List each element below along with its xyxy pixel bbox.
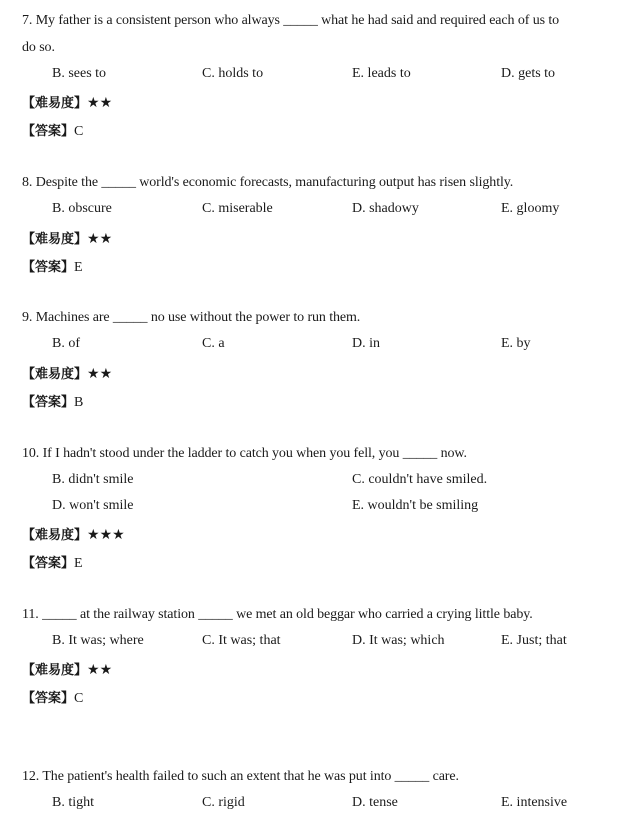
question-10-option-2: C. couldn't have smiled. (352, 472, 488, 487)
question-8-option-3: D. shadowy (352, 201, 419, 216)
question-10-stem: 10. If I hadn't stood under the ladder to catch you when you fell, you _____ now. (22, 446, 467, 461)
question-11-option-1: B. It was; where (52, 633, 144, 648)
answer-label: 【答案】 (22, 395, 75, 410)
question-9-option-4: E. by (501, 336, 531, 351)
question-10-option-1: B. didn't smile (52, 472, 134, 487)
answer-value: C (74, 124, 84, 139)
question-12-stem: 12. The patient's health failed to such an extent that he was put into _____ care. (22, 769, 459, 784)
question-7-difficulty (22, 92, 112, 112)
question-12-option-4: E. intensive (501, 795, 568, 810)
question-7-answer (22, 120, 83, 140)
question-10-option-4: E. wouldn't be smiling (352, 498, 479, 513)
question-10-answer (22, 552, 83, 572)
question-11-option-3: D. It was; which (352, 633, 445, 648)
question-7-stem-continued: do so. (22, 40, 55, 55)
answer-value: E (74, 556, 83, 571)
question-8-stem: 8. Despite the _____ world's economic forecasts, manufacturing output has risen slightly. (22, 175, 514, 190)
question-11-option-4: E. Just; that (501, 633, 567, 648)
question-12-option-3: D. tense (352, 795, 398, 810)
difficulty-stars: ★★ (87, 662, 113, 678)
answer-label: 【答案】 (22, 691, 75, 706)
answer-label: 【答案】 (22, 260, 75, 275)
question-9-stem: 9. Machines are _____ no use without the power to run them. (22, 310, 361, 325)
answer-label: 【答案】 (22, 556, 75, 571)
question-9-option-3: D. in (352, 336, 380, 351)
question-11-answer (22, 687, 83, 707)
difficulty-stars: ★★ (87, 95, 113, 111)
question-10-difficulty (22, 524, 125, 544)
answer-value: E (74, 260, 83, 275)
question-9-option-2: C. a (202, 336, 225, 351)
question-7-option-2: C. holds to (202, 66, 264, 81)
difficulty-stars: ★★ (87, 366, 113, 382)
difficulty-stars: ★★ (87, 231, 113, 247)
difficulty-label: 【难易度】 (22, 367, 88, 382)
answer-label: 【答案】 (22, 124, 75, 139)
answer-value: C (74, 691, 84, 706)
question-9-option-1: B. of (52, 336, 80, 351)
question-8-difficulty (22, 228, 112, 248)
question-7-option-1: B. sees to (52, 66, 107, 81)
difficulty-label: 【难易度】 (22, 96, 88, 111)
question-11-option-2: C. It was; that (202, 633, 281, 648)
difficulty-stars: ★★★ (87, 527, 125, 543)
answer-value: B (74, 395, 84, 410)
question-8-option-4: E. gloomy (501, 201, 560, 216)
question-7-option-4: D. gets to (501, 66, 556, 81)
question-8-option-1: B. obscure (52, 201, 112, 216)
question-7-option-3: E. leads to (352, 66, 411, 81)
question-12-option-1: B. tight (52, 795, 95, 810)
question-9-difficulty (22, 363, 112, 383)
question-7-stem: 7. My father is a consistent person who always _____ what he had said and required each of us to (22, 13, 560, 28)
difficulty-label: 【难易度】 (22, 663, 88, 678)
question-12-option-2: C. rigid (202, 795, 245, 810)
question-8-answer (22, 256, 83, 276)
question-11-difficulty (22, 659, 112, 679)
difficulty-label: 【难易度】 (22, 232, 88, 247)
question-8-option-2: C. miserable (202, 201, 273, 216)
question-10-option-3: D. won't smile (52, 498, 134, 513)
difficulty-label: 【难易度】 (22, 528, 88, 543)
question-11-stem: 11. _____ at the railway station _____ we met an old beggar who carried a crying little baby. (22, 607, 533, 622)
question-9-answer (22, 391, 83, 411)
